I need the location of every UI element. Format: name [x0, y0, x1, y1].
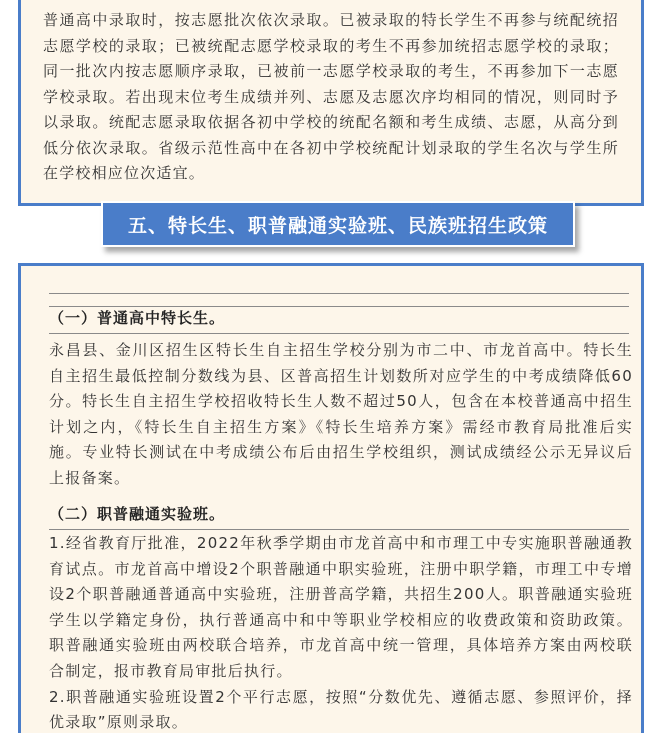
section-one-heading: （一）普通高中特长生。: [49, 306, 629, 334]
bottom-content-card: [18, 263, 644, 733]
section-banner: [101, 201, 575, 247]
section-one-paragraph: 永昌县、金川区招生区特长生自主招生学校分别为市二中、市龙首高中。特长生自主招生最低控制分数线为县、区普高招生计划数所对应学生的中考成绩降低60分。特长生自主招生学校招收特长生人数不超过50人，包含在本校普通高中招生计划之内，《特长生自主招生方案》《特长生培养方案》需经市教育局批准后实施。专业特长测试在中考成绩公布后由招生学校组织，测试成绩经公示无异议后上报备案。: [49, 341, 633, 487]
banner-title: 五、特长生、职普融通实验班、民族班招生政策: [127, 214, 548, 237]
admission-paragraph: 普通高中录取时，按志愿批次依次录取。已被录取的特长学生不再参与统配统招志愿学校的录取；已被统配志愿学校录取的考生不再参加统招志愿学校的录取；同一批次内按志愿顺序录取，已被前一志愿学校录取的考生，不再参加下一志愿学校录取。若出现末位考生成绩并列、志愿及志愿次序均相同的情况，则同时予以录取。统配志愿录取依据各初中学校的统配名额和考生成绩、志愿，从高分到低分依次录取。省级示范性高中在各初中学校统配计划录取的学生名次与学生所在学校相应位次适宜。: [43, 11, 619, 182]
section-two-item: 2.职普融通实验班设置2个平行志愿，按照“分数优先、遵循志愿、参照评价，择优录取”原则录取。: [49, 687, 633, 732]
section-two-heading: （二）职普融通实验班。: [49, 503, 629, 530]
divider: [49, 293, 629, 294]
section-two-body: [49, 531, 633, 736]
section-two-item: 1.经省教育厅批准，2022年秋季学期由市龙首高中和市理工中专实施职普融通教育试点。市龙首高中增设2个职普融通中职实验班，注册中职学籍，市理工中专增设2个职普融通普通高中实验班，注册普高学籍，共招生200人。职普融通实验班学生以学籍定身份，执行普通高中和中等职业学校相应的收费政策和资助政策。职普融通实验班由两校联合培养，市龙首高中统一管理，具体培养方案由两校联合制定，报市教育局审批后执行。: [49, 534, 633, 680]
top-content-card: [18, 0, 644, 206]
section-one-body: [49, 338, 633, 492]
